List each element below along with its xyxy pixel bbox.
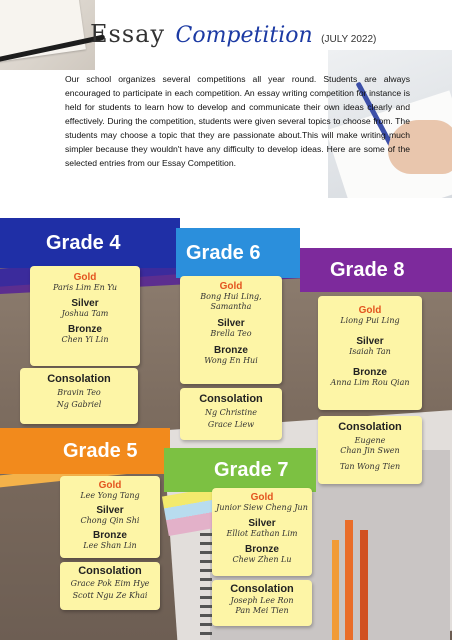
- gold-label: Gold: [73, 272, 97, 283]
- bronze-label: Bronze: [214, 345, 248, 356]
- grade-8-label: Grade 8: [330, 258, 405, 281]
- grade-4-awards-card: [30, 266, 140, 366]
- gold-label: Gold: [358, 305, 382, 316]
- grade-8-awards-card: [318, 296, 422, 410]
- consolation-label: Consolation: [47, 373, 111, 385]
- grade-5-label: Grade 5: [63, 439, 138, 462]
- grade-7-consolation-card: [212, 580, 312, 626]
- sticky-notes-shape: [162, 488, 218, 536]
- consolation-winner: Ng Gabriel: [56, 400, 102, 409]
- grade-4-consolation-card: [20, 368, 138, 424]
- consolation-winner: Scott Ngu Ze Khai: [72, 591, 148, 600]
- grade-8-banner: [300, 248, 452, 292]
- grade-7-awards-card: [212, 488, 312, 576]
- consolation-winner: Eugene: [354, 436, 386, 445]
- grade-6-label: Grade 6: [186, 241, 261, 264]
- silver-winner: Chong Qin Shi: [80, 516, 140, 525]
- gold-label: Gold: [250, 492, 274, 503]
- gold-winner: Samantha: [210, 302, 252, 311]
- silver-winner: Brella Teo: [210, 329, 252, 338]
- consolation-winner: Chan Jin Swen: [340, 446, 400, 455]
- consolation-label: Consolation: [338, 421, 402, 433]
- gold-winner: Liong Pui Ling: [340, 316, 400, 325]
- consolation-label: Consolation: [78, 565, 142, 577]
- pencil-shape: [360, 530, 368, 640]
- silver-label: Silver: [356, 336, 384, 347]
- grade-5-consolation-card: [60, 562, 160, 610]
- silver-winner: Joshua Tam: [61, 309, 109, 318]
- title-essay: Essay: [90, 20, 166, 48]
- gold-winner: Bong Hui Ling,: [200, 292, 262, 301]
- consolation-label: Consolation: [230, 583, 294, 595]
- intro-paragraph: Our school organizes several competitions all year round. Students are always encouraged to participate in each competition. An essay writing competition for instance is held for students to learn how to develop and communicate their own ideas clearly and effectively. During the competition, students were given several topics to choose from. The students may choose a topic that they are passionate about.This will make writing much simpler because they wouldn't have any difficulty to develop ideas. Here are some of the selected entries from our Essay Competition.: [65, 74, 410, 168]
- grade-4-label: Grade 4: [46, 231, 121, 254]
- bronze-winner: Chew Zhen Lu: [232, 555, 292, 564]
- consolation-winner: Tan Wong Tien: [339, 462, 401, 471]
- bronze-label: Bronze: [68, 324, 102, 335]
- pencil-shape: [332, 540, 339, 640]
- grade-6-banner: [176, 228, 300, 278]
- notebook-pen-photo: [0, 0, 95, 70]
- bronze-label: Bronze: [93, 530, 127, 541]
- bronze-winner: Anna Lim Rou Qian: [330, 378, 410, 387]
- title-date: (JULY 2022): [321, 34, 377, 45]
- consolation-winner: Bravin Teo: [57, 388, 101, 397]
- consolation-winner: Joseph Lee Ron: [230, 596, 294, 605]
- consolation-label: Consolation: [199, 393, 263, 405]
- grade-6-consolation-card: [180, 388, 282, 440]
- consolation-winner: Pan Mei Tien: [235, 606, 289, 615]
- silver-label: Silver: [248, 518, 276, 529]
- grade-5-awards-card: [60, 476, 160, 558]
- grade-7-label: Grade 7: [214, 458, 289, 481]
- grade-7-banner: [164, 448, 316, 492]
- gold-winner: Paris Lim En Yu: [52, 283, 118, 292]
- gold-winner: Lee Yong Tang: [80, 491, 140, 500]
- grade-8-consolation-card: [318, 416, 422, 484]
- grade-4-banner: [0, 218, 180, 268]
- consolation-winner: Grace Pok Eim Hye: [70, 579, 150, 588]
- gold-label: Gold: [219, 281, 243, 292]
- gold-label: Gold: [98, 480, 122, 491]
- bronze-winner: Chen Yi Lin: [61, 335, 109, 344]
- consolation-winner: Ng Christine: [204, 408, 258, 417]
- bronze-winner: Wong En Hui: [204, 356, 258, 365]
- page-title: [90, 20, 376, 48]
- bronze-label: Bronze: [245, 544, 279, 555]
- pencil-shape: [345, 520, 353, 640]
- silver-label: Silver: [71, 298, 99, 309]
- silver-label: Silver: [217, 318, 245, 329]
- grade-6-awards-card: [180, 276, 282, 384]
- silver-winner: Isaiah Tan: [349, 347, 391, 356]
- consolation-winner: Grace Liew: [207, 420, 255, 429]
- bronze-winner: Lee Shan Lin: [83, 541, 137, 550]
- title-competition: Competition: [175, 23, 313, 48]
- silver-label: Silver: [96, 505, 124, 516]
- gold-winner: Junior Siew Cheng Jun: [216, 503, 308, 512]
- grade-5-banner: [0, 428, 170, 474]
- silver-winner: Elliot Eathan Lim: [226, 529, 298, 538]
- bronze-label: Bronze: [353, 367, 387, 378]
